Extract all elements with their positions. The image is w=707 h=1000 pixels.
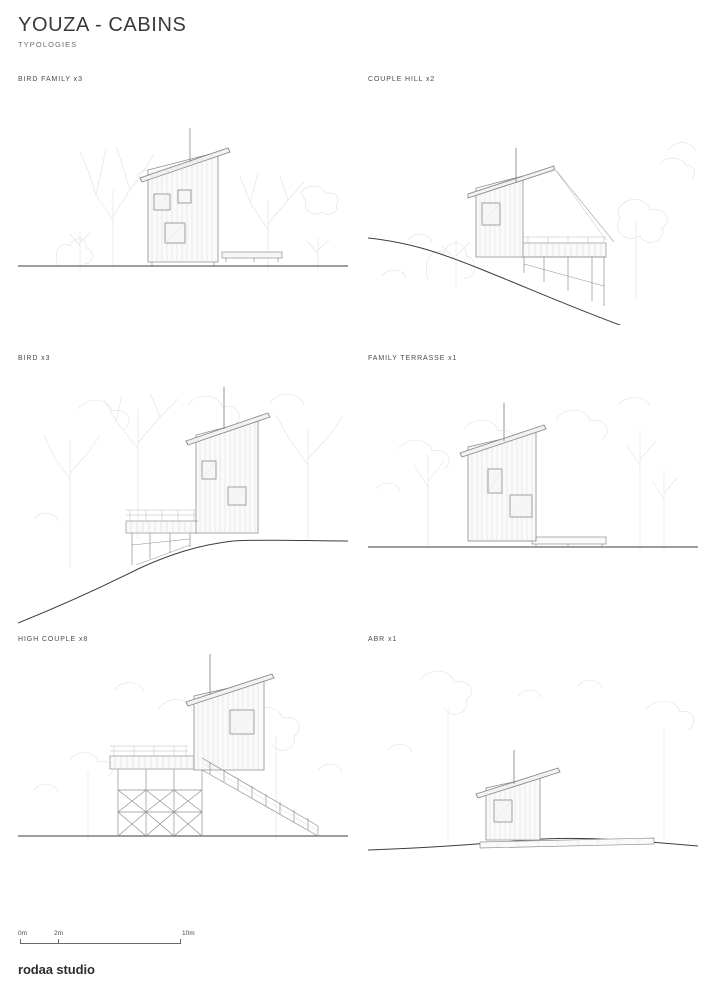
panel-couple-hill [368, 76, 698, 331]
panel-abr [368, 636, 698, 891]
panel-label: BIRD x3 [18, 355, 51, 362]
scale-bar-line [20, 943, 180, 944]
drawing-high-couple [18, 650, 348, 885]
panel-bird [18, 355, 348, 610]
drawing-bird [18, 369, 348, 604]
scale-bar [18, 930, 218, 952]
sheet-header [18, 14, 186, 49]
drawing-abr [368, 650, 698, 885]
panel-label: FAMILY TERRASSE x1 [368, 355, 458, 362]
panel-bird-family [18, 76, 348, 331]
panel-label: COUPLE HILL x2 [368, 76, 436, 83]
scale-vtick-1 [58, 939, 59, 944]
drawing-family-terrasse [368, 369, 698, 604]
page-subtitle: TYPOLOGIES [18, 40, 78, 49]
drawing-bird-family [18, 90, 348, 325]
scale-tick-2m: 2m [54, 930, 64, 937]
panel-family-terrasse [368, 355, 698, 610]
scale-vtick-2 [180, 939, 181, 944]
panel-label: BIRD FAMILY x3 [18, 76, 83, 83]
panel-label: HIGH COUPLE x8 [18, 636, 89, 643]
scale-vtick-0 [20, 939, 21, 944]
page-title: YOUZA - CABINS [18, 14, 187, 36]
panel-high-couple [18, 636, 348, 891]
studio-logo: rodaa studio [18, 962, 95, 977]
scale-tick-0m: 0m [18, 930, 28, 937]
drawing-couple-hill [368, 90, 698, 325]
scale-tick-10m: 10m [182, 930, 195, 937]
panel-label: ABR x1 [368, 636, 398, 643]
